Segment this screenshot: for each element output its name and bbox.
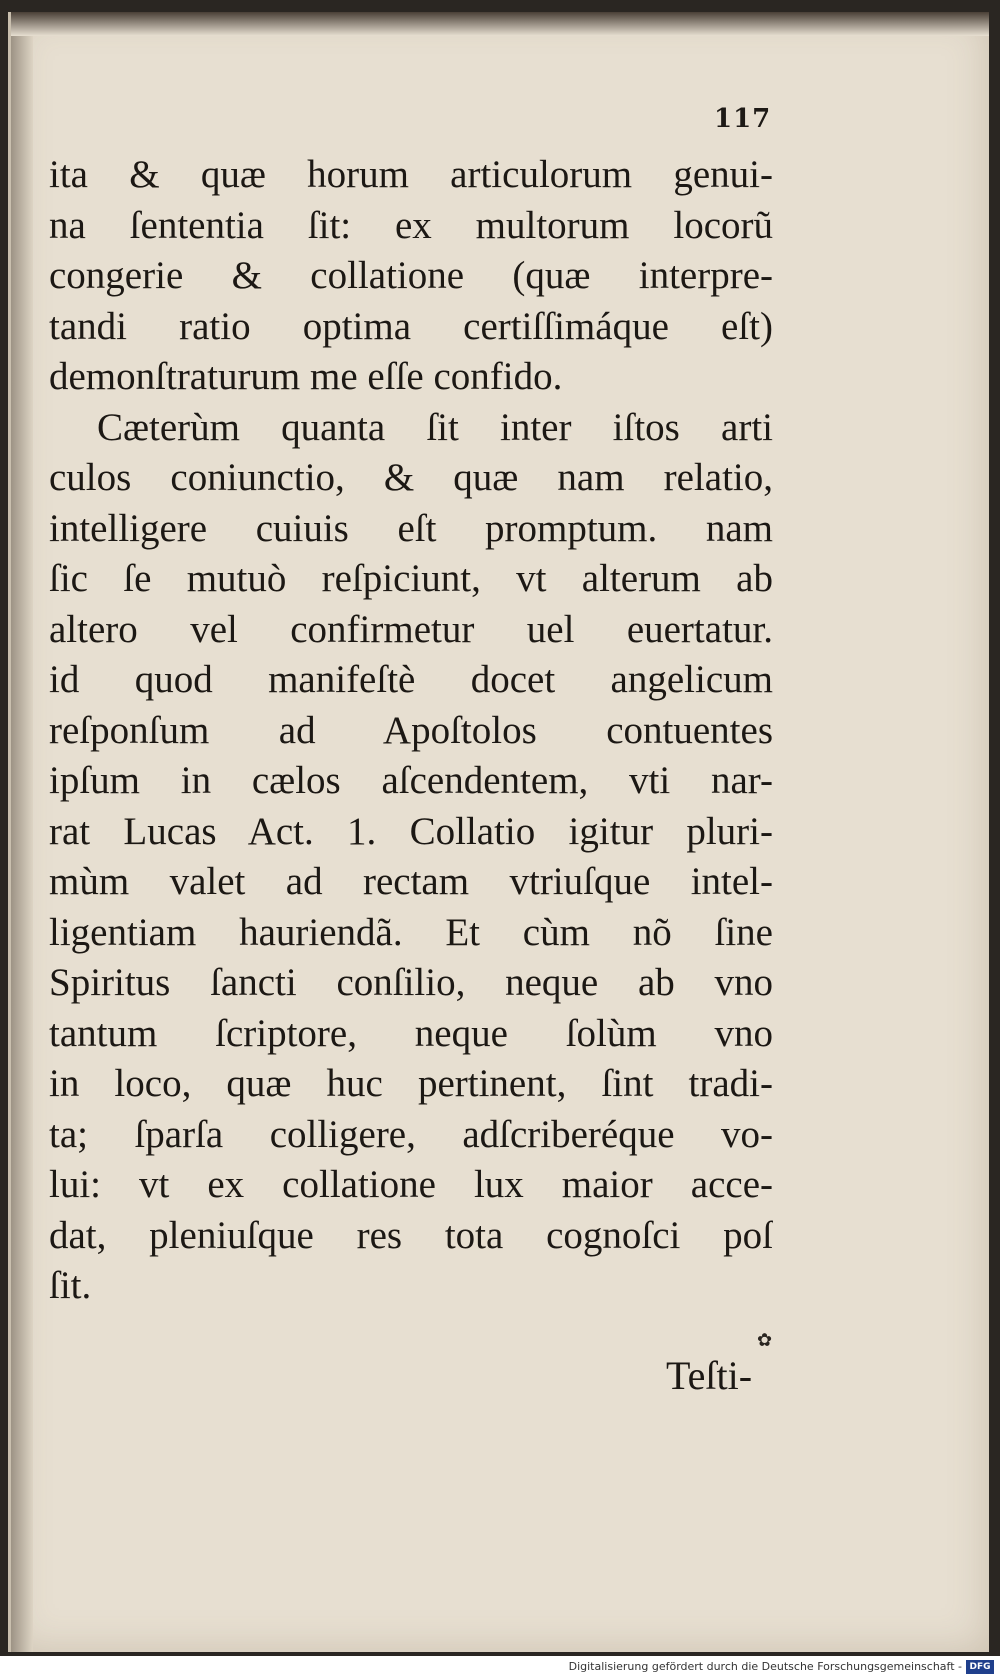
body-text	[49, 150, 773, 1312]
page-gutter	[11, 12, 33, 1652]
text-line: id quod manifeſtè docet angelicum	[49, 658, 773, 701]
text-line: congerie & collatione (quæ interpre-	[49, 254, 773, 297]
text-line: demonſtraturum me eſſe confido.	[49, 355, 563, 398]
book-page	[8, 12, 989, 1652]
text-line: tandi ratio optima certiſſimáque eſt)	[49, 304, 773, 348]
text-line: ligentiam hauriendã. Et cùm nõ ſine	[49, 910, 773, 954]
ornament-icon: ✿	[757, 1330, 773, 1351]
text-line: tantum ſcriptore, neque ſolùm vno	[49, 1011, 773, 1055]
text-line: altero vel confirmetur uel euertatur.	[49, 607, 773, 651]
text-line: dat, pleniuſque res tota cognoſci poſ	[49, 1213, 773, 1257]
text-line: ta; ſparſa colligere, adſcriberéque vo-	[49, 1112, 773, 1156]
text-line: Spiritus ſancti conſilio, neque ab vno	[49, 961, 773, 1004]
text-line: reſponſum ad Apoſtolos contuentes	[49, 708, 773, 752]
text-line: mùm valet ad rectam vtriuſque intel-	[49, 860, 773, 903]
text-line: ipſum in cælos aſcendentem, vti nar-	[49, 759, 773, 802]
text-line: na ſententia ſit: ex multorum locorũ	[49, 203, 773, 247]
text-line: Cæterùm quanta ſit inter iſtos arti	[97, 405, 773, 449]
catchword: Teſti-	[666, 1353, 753, 1398]
page-top-edge	[11, 12, 989, 36]
text-line: culos coniunctio, & quæ nam relatio,	[49, 456, 773, 499]
page-number: 117	[714, 104, 772, 134]
text-line: ſic ſe mutuò reſpiciunt, vt alterum ab	[49, 557, 773, 600]
text-line: intelligere cuiuis eſt promptum. nam	[49, 506, 773, 550]
text-line: in loco, quæ huc pertinent, ſint tradi-	[49, 1062, 773, 1105]
footer-credit: Digitalisierung gefördert durch die Deutsche Forschungsgemeinschaft -	[568, 1660, 962, 1673]
dfg-logo-icon: DFG	[966, 1660, 994, 1674]
text-line: rat Lucas Act. 1. Collatio igitur pluri-	[49, 809, 773, 853]
text-line: ſit.	[49, 1264, 92, 1307]
text-line: ita & quæ horum articulorum genui-	[49, 153, 773, 196]
footer-bar	[0, 1656, 1000, 1680]
text-line: lui: vt ex collatione lux maior acce-	[49, 1163, 773, 1206]
